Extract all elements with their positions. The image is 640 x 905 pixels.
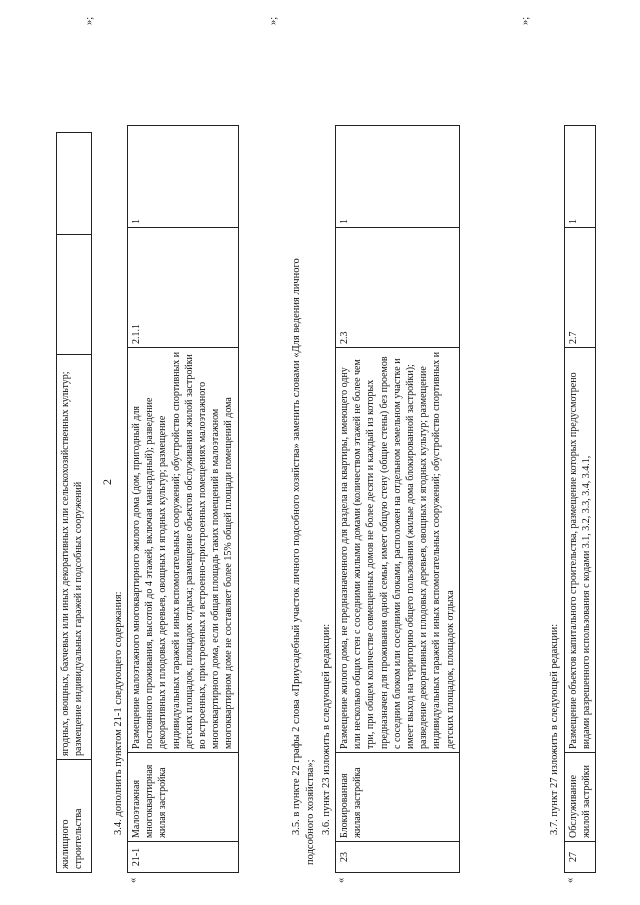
table-cell-name: жилищного строительства [57,760,92,873]
item-3-6-intro: 3.6. пункт 23 изложить в следующей редакции: [321,623,332,835]
end-quote-mark: »; [268,16,279,25]
table-cell-name: Малоэтажная многоквартирная жилая застройка [128,753,239,842]
table-21-1 [127,125,239,873]
table-row [128,126,239,873]
table-row [57,133,92,873]
table-cell-description: Размещение жилого дома, не предназначенного для раздела на квартиры, имеющего одну или несколько общих стен с соседними жилыми домами (количеством этажей не более чем три, при общем количестве совмещенных домов не более десяти и каждый из которых предназначен для проживания одной семьи, имеет общую стену (общие стены) без проемов с соседним блоком или соседними блоками, расположен на отдельном земельном участке и имеет выход на территорию общего пользования (жилые дома блокированной застройки); разведение декоративных и плодовых деревьев, овощных и ягодных культур; размещение индивидуальных гаражей и иных вспомогательных сооружений; обустройство спортивных и детских площадок, площадок отдыха [336,348,460,753]
table-cell-name: Блокированная жилая застройка [336,753,460,842]
table-cell-value: 1 [128,126,239,228]
table-cell-code [57,235,92,355]
item-3-5-text-line1: 3.5. в пункте 22 графы 2 слова «Приусадебный участок личного подсобного хозяйства» заменить словами «Для ведения личного [291,258,302,835]
end-quote-mark: »; [84,16,95,25]
table-cell-code: 2.7 [565,228,596,348]
table-cell-number: 23 [336,842,460,873]
item-3-7-intro: 3.7. пункт 27 изложить в следующей редакции: [549,623,560,835]
open-quote-mark: « [336,877,347,883]
table-cell-description: ягодных, овощных, бахчевых или иных декоративных или сельскохозяйственных культур; размещение индивидуальных гаражей и подсобных сооружений [57,355,92,760]
table-cell-description: Размещение малоэтажного многоквартирного жилого дома (дом, пригодный для постоянного проживания, высотой до 4 этажей, включая мансардный); разведение декоративных и плодовых деревьев, овощных и ягодных культур; размещение индивидуальных гаражей и иных вспомогательных сооружений; обустройство спортивных и детских площадок, площадок отдыха; размещение объектов обслуживания жилой застройки во встроенных, пристроенных и встроенно-пристроенных помещениях малоэтажного многоквартирного дома, если общая площадь таких помещений в малоэтажном многоквартирном доме не составляет более 15% общей площади помещений дома [128,348,239,753]
table-cell-number: 21-1 [128,842,239,873]
table-cell-description: Размещение объектов капитального строительства, размещение которых предусмотрено видами разрешенного использования с кодами 3.1, 3.2, 3.3, 3.4, 3.4.1, [565,348,596,753]
open-quote-mark: « [565,877,576,883]
table-cell-value: 1 [565,126,596,228]
continued-table [56,132,92,873]
item-3-5-text-line2: подсобного хозяйства»; [305,759,316,865]
table-cell-value: 1 [336,126,460,228]
item-3-4-intro: 3.4. дополнить пунктом 21-1 следующего содержания: [113,591,124,835]
table-cell-code: 2.3 [336,228,460,348]
open-quote-mark: « [128,877,139,883]
table-cell-code: 2.1.1 [128,228,239,348]
table-27 [564,125,596,873]
end-quote-mark: »; [520,16,531,25]
table-cell-value [57,133,92,235]
table-23 [335,125,460,873]
table-cell-name: Обслуживание жилой застройки [565,753,596,842]
table-row [565,126,596,873]
table-cell-number: 27 [565,842,596,873]
table-row [336,126,460,873]
page-number: 2 [100,479,114,485]
